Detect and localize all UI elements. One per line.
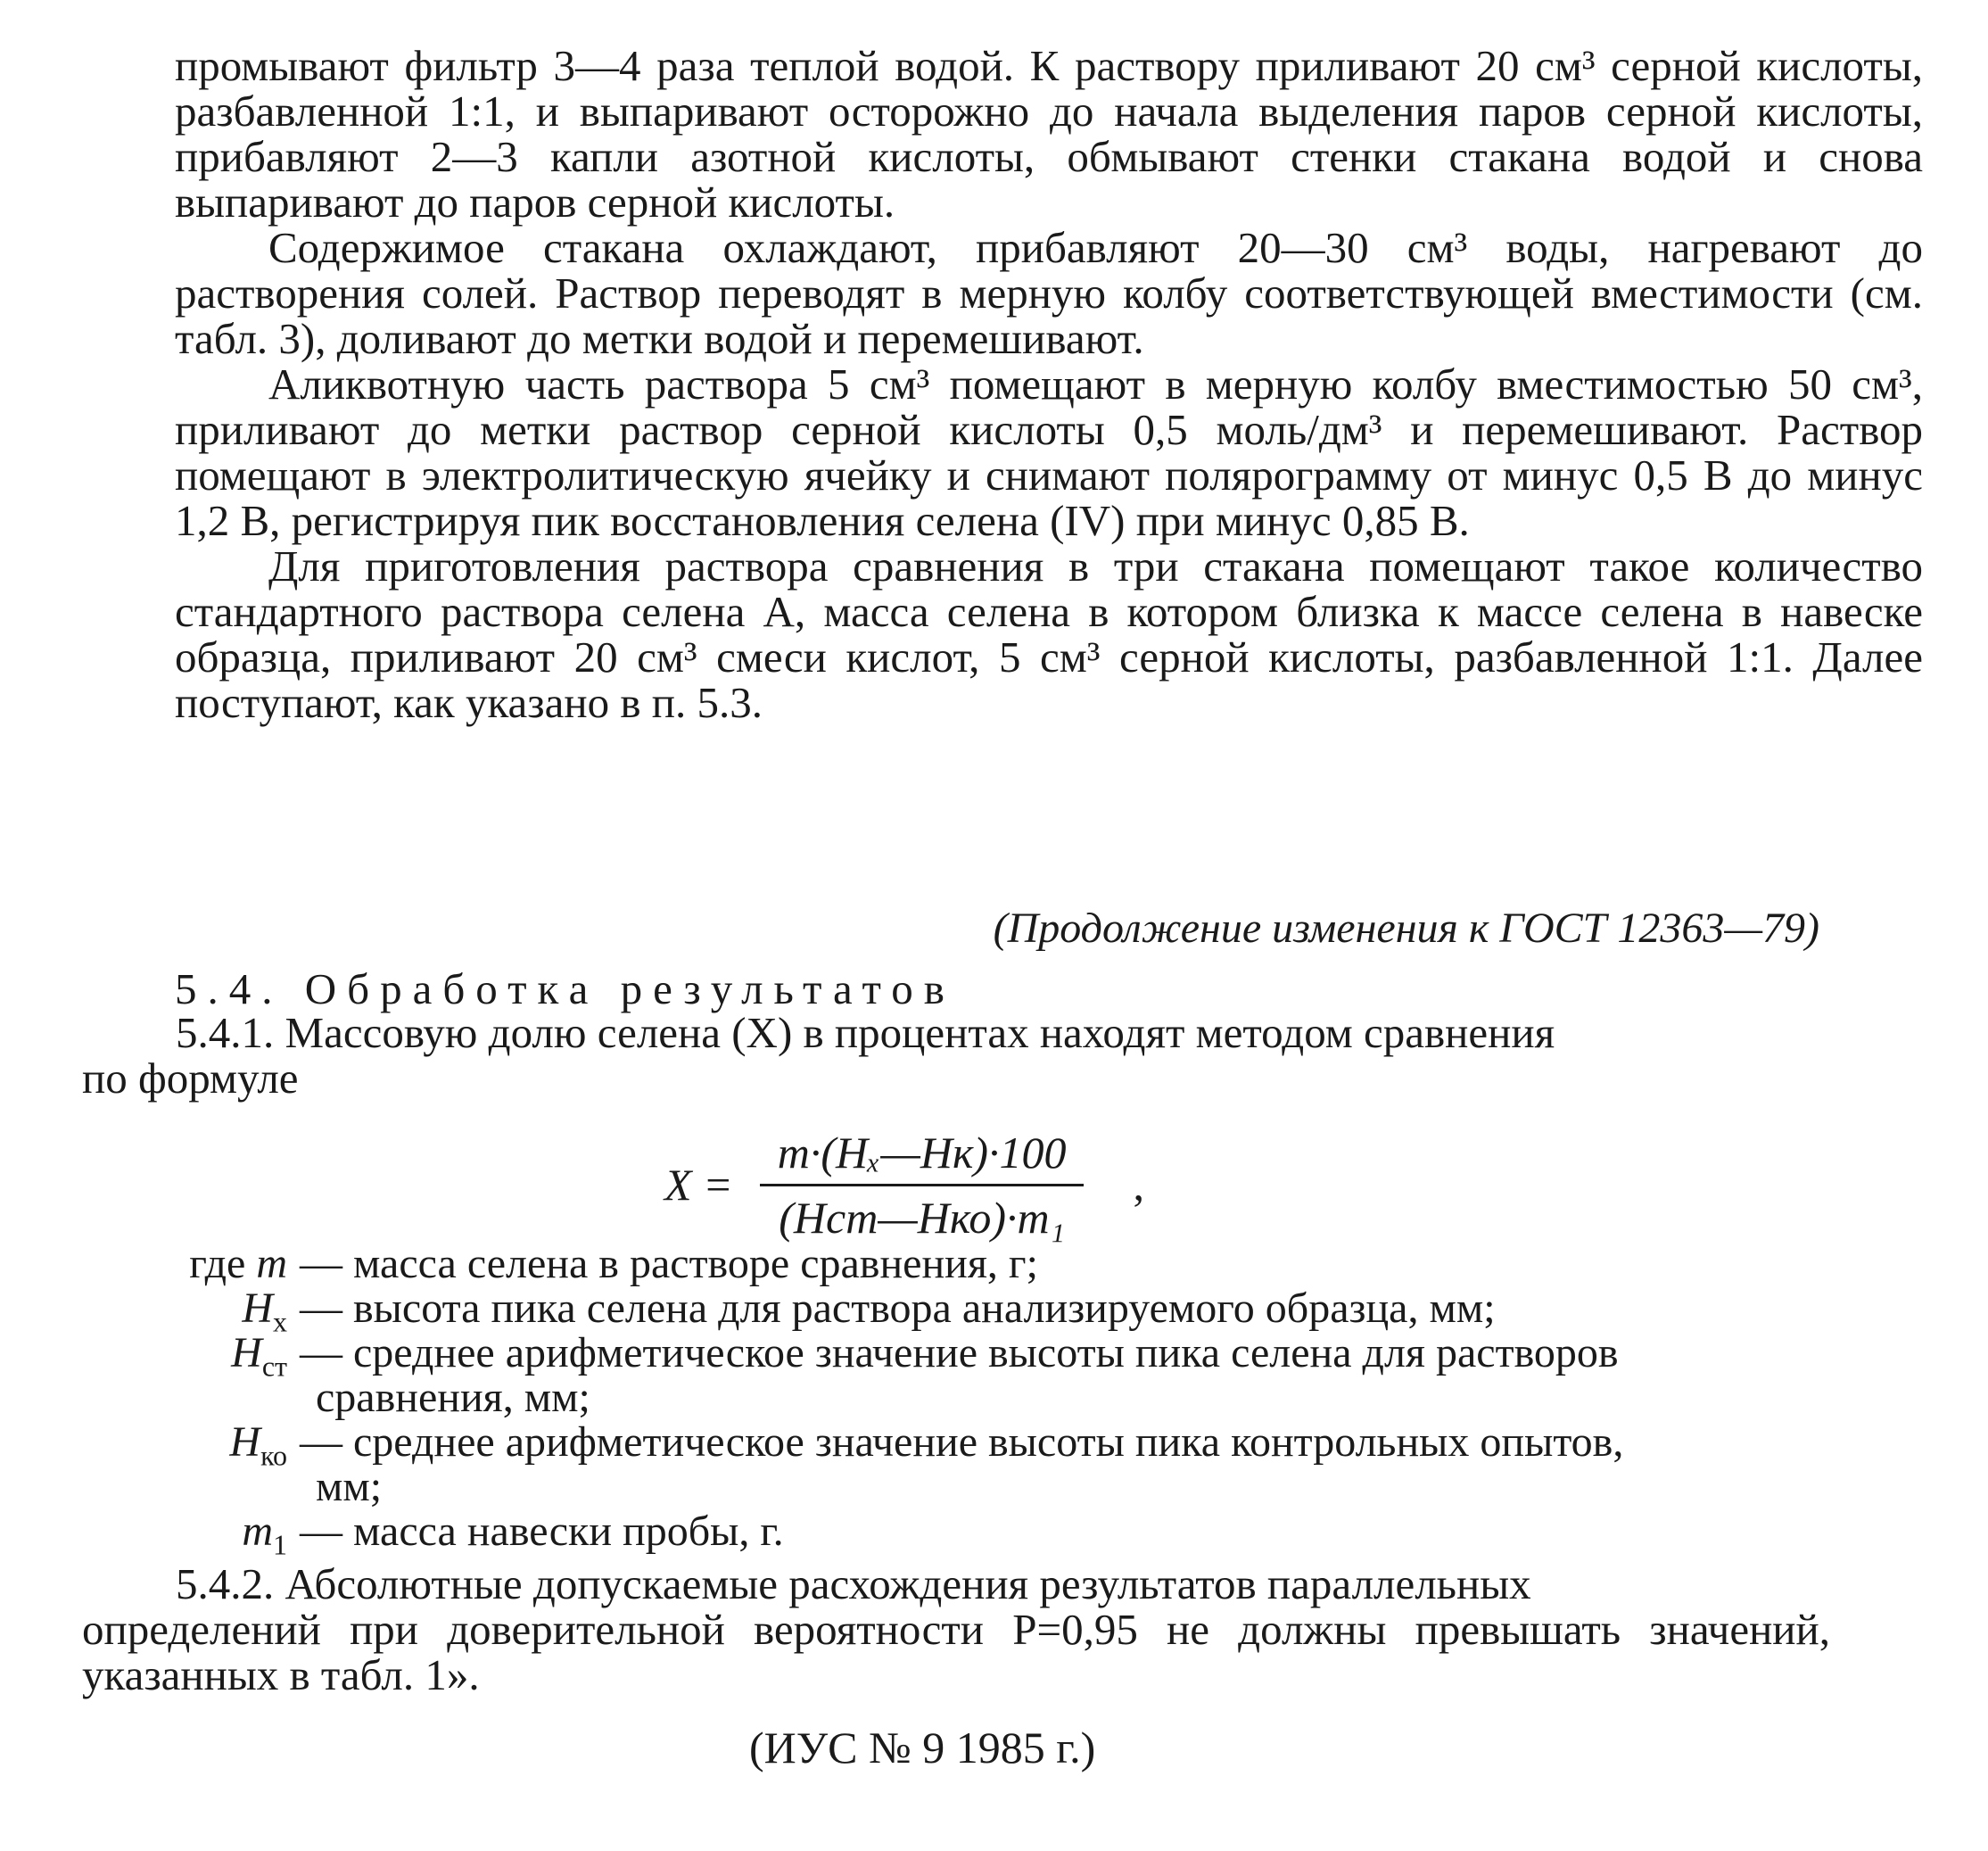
definition-symbol: $H_{ко}$ <box>229 1418 287 1472</box>
definition-text: — высота пика селена для раствора анализируемого образца, мм; <box>300 1285 1496 1332</box>
definitions-list <box>82 1240 1830 1561</box>
definition-row <box>82 1242 1830 1286</box>
definition-symbol: $H_x$ <box>242 1285 287 1338</box>
formula <box>664 1122 1144 1247</box>
definition-symbol: $H_{ст}$ <box>231 1329 287 1383</box>
definition-text: — масса селена в растворе сравнения, г; <box>300 1240 1038 1287</box>
definition-row <box>82 1508 1830 1561</box>
section-title: 5.4. Обработка результатов <box>175 964 955 1013</box>
continuation-note: (Продолжение изменения к ГОСТ 12363—79) <box>993 905 1819 952</box>
procedure-text <box>175 43 1923 725</box>
formula-fraction <box>760 1127 1085 1244</box>
paragraph-5-4-1-line1: 5.4.1. Массовую долю селена (X) в процентах находят методом сравнения <box>176 1008 1555 1057</box>
formula-comma: , <box>1133 1160 1144 1210</box>
paragraph-cool: Содержимое стакана охлаждают, прибавляют 20—30 см³ воды, нагревают до растворения солей. Раствор переводят в мерную колбу соответствующей вместимости (см. табл. 3), доливают до метки водой и перемешивают. <box>175 223 1923 363</box>
paragraph-5-4-1-line2: по формуле <box>82 1054 299 1103</box>
paragraph-5-4-2-line1: 5.4.2. Абсолютные допускаемые расхождения результатов параллельных <box>176 1559 1531 1608</box>
definition-text: — масса навески пробы, г. <box>300 1508 784 1555</box>
paragraph-aliquot: Аликвотную часть раствора 5 см³ помещают в мерную колбу вместимостью 50 см³, приливают до метки раствор серной кислоты 0,5 моль/дм³ и перемешивают. Раствор помещают в электролитическую ячейку и снимают полярограмму от минус 0,5 В до минус 1,2 В, регистрируя пик восстановления селена (IV) при минус 0,85 В. <box>175 359 1923 545</box>
paragraph-5-4-2 <box>82 1561 1830 1698</box>
paragraph-5-4-2-rest: определений при доверительной вероятности P=0,95 не должны превышать значений, указанных в табл. 1». <box>82 1605 1830 1699</box>
paragraph-reference-solution: Для приготовления раствора сравнения в три стакана помещают такое количество стандартного раствора селена А, масса селена в котором близка к массе селена в навеске образца, приливают 20 см³ смеси кислот, 5 см³ серной кислоты, разбавленной 1:1. Далее поступают, как указано в п. 5.3. <box>175 541 1923 727</box>
definition-symbol: где m <box>189 1240 287 1287</box>
definition-row <box>82 1420 1830 1509</box>
definition-text: — среднее арифметическое значение высоты пика селена для растворов сравнения, мм; <box>300 1329 1619 1421</box>
formula-denominator: (Hст—Hко)·m₁ <box>779 1192 1066 1243</box>
paragraph-5-4-1 <box>82 1010 1826 1101</box>
definition-text: — среднее арифметическое значение высоты пика контрольных опытов, мм; <box>300 1418 1624 1510</box>
formula-lhs: X = <box>664 1160 733 1210</box>
definition-row <box>82 1331 1830 1420</box>
formula-numerator: m·(Hₓ—Hк)·100 <box>760 1127 1085 1186</box>
definition-row <box>82 1285 1830 1338</box>
ius-reference: (ИУС № 9 1985 г.) <box>749 1723 1096 1772</box>
definition-symbol: $m_1$ <box>242 1508 287 1561</box>
paragraph-rinse: промывают фильтр 3—4 раза теплой водой. К раствору приливают 20 см³ серной кислоты, разбавленной 1:1, и выпаривают осторожно до начала выделения паров серной кислоты, прибавляют 2—3 капли азотной кислоты, обмывают стенки стакана водой и снова выпаривают до паров серной кислоты. <box>175 41 1923 227</box>
